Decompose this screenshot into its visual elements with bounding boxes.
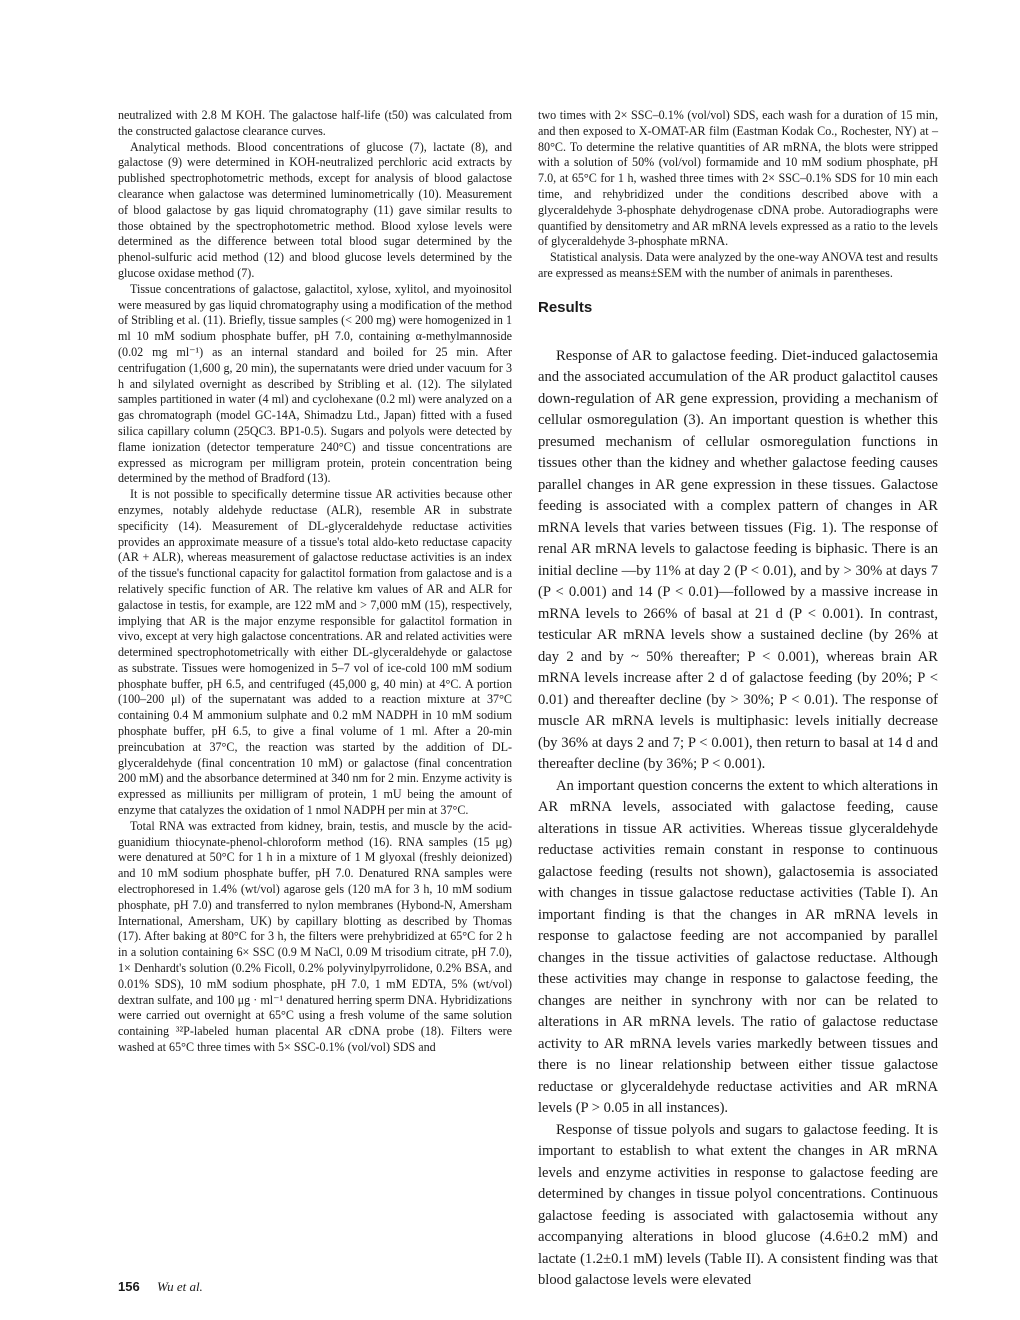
paragraph: Tissue concentrations of galactose, galactitol, xylose, xylitol, and myoinositol were measured by gas liquid chromatography using a modification of the method of Stribling et al. (11). Briefly, tissue samples (< 200 mg) were homogenized in 1 ml 10 mM sodium phosphate buffer, pH 7.0, containing α-methylmannoside (0.02 mg ml⁻¹) as an internal standard and boiled for 25 min. After centrifugation (1,600 g, 20 min), the supernatants were dried under vacuum for 3 h and silylated overnight as described by Stribling et al. (12). The silylated samples partitioned in water (4 ml) and cyclohexane (0.2 ml) were analyzed on a gas chromatograph (model GC-14A, Shimadzu Ltd., Japan) fitted with a fused silica capillary column (25QC3. BP1-0.5). Sugars and polyols were detected by flame ionization (detector temperature 240°C) and tissue concentrations are expressed as microgram per milligram protein, protein concentration being determined by the method of Bradford (13). [118, 281, 512, 486]
results-section [538, 346, 938, 1292]
paragraph: Total RNA was extracted from kidney, brain, testis, and muscle by the acid-guanidium thiocynate-phenol-chloroform method (16). RNA samples (15 μg) were denatured at 50°C for 1 h in a mixture of 1 M glyoxal (freshly deionized) and 10 mM sodium phosphate buffer, pH 7.0. Denatured RNA samples were electrophoresed in 1.4% (wt/vol) agarose gels (120 mA for 3 h, 10 mM sodium phosphate, pH 7.0) and transferred to nylon membranes (Hybond-N, Amersham International, Amersham, UK) by capillary blotting as described by Thomas (17). After baking at 80°C for 3 h, the filters were prehybridized at 65°C for 2 h in a solution containing 6× SSC (0.9 M NaCl, 0.09 M trisodium citrate, pH 7.0), 1× Denhardt's solution (0.2% Ficoll, 0.2% polyvinylpyrrolidone, 0.2% BSA, and 0.01% SDS), 10 mM sodium phosphate, pH 7.0, 1 mM EDTA, 5% (wt/vol) dextran sulfate, and 100 μg · ml⁻¹ denatured herring sperm DNA. Hybridizations were carried out overnight at 65°C using a fresh volume of the same solution containing ³²P-labeled human placental AR cDNA probe (18). Filters were washed at 65°C three times with 5× SSC-0.1% (vol/vol) SDS and [118, 818, 512, 1055]
page-footer [118, 1279, 203, 1295]
paragraph: Response of AR to galactose feeding. Diet-induced galactosemia and the associated accumulation of the AR product galactitol causes down-regulation of AR gene expression, providing a mechanism of cellular osmoregulation (3). An important question is whether this presumed mechanism of cellular osmoregulation functions in tissues other than the kidney and whether galactose feeding causes parallel changes in AR gene expression in these tissues. Galactose feeding is associated with a complex pattern of changes in AR mRNA levels that varies between tissues (Fig. 1). The response of renal AR mRNA levels to galactose feeding is biphasic. There is an initial decline —by 11% at day 2 (P < 0.01), and by > 30% at days 7 (P < 0.001) and 14 (P < 0.01)—followed by a massive increase in mRNA levels to 266% of basal at 21 d (P < 0.001). In contrast, testicular AR mRNA levels show a sustained decline (by 26% at day 2 and by ~ 50% thereafter; P < 0.001), whereas brain AR mRNA levels increase after 2 d of galactose feeding (by 20%; P < 0.01) and thereafter decline (by > 30%; P < 0.01). The response of muscle AR mRNA levels is multiphasic: levels initially decrease (by 36% at days 2 and 7; P < 0.001), then return to basal at 14 d and thereafter decline (by 36%; P < 0.001). [538, 347, 938, 773]
paragraph: Response of tissue polyols and sugars to galactose feeding. It is important to establish to what extent the changes in AR mRNA levels and enzyme activities in response to galactose feeding are determined by changes in tissue polyol concentrations. Continuous galactose feeding is associated with galactosemia without any accompanying alterations in blood glucose (4.6±0.2 mM) and lactate (1.2±0.1 mM) levels (Table II). A consistent finding was that blood galactose levels were elevated [538, 1121, 938, 1289]
paragraph: It is not possible to specifically determine tissue AR activities because other enzymes, notably aldehyde reductase (ALR), resemble AR in substrate specificity (14). Measurement of DL-glyceraldehyde reductase activities provides an approximate measure of a tissue's total aldo-keto reductase capacity (AR + ALR), whereas measurement of galactose reductase activities is an index of the tissue's functional capacity for galactitol formation from galactose and is a relatively specific function of AR. The relative km values of AR and ALR for galactose in testis, for example, are 122 mM and > 7,000 mM (15), respectively, implying that AR is the major enzyme responsible for galactitol formation in vivo, except at very high galactose concentrations. AR and related activities were determined spectrophotometrically with either DL-glyceraldehyde or galactose as substrate. Tissues were homogenized in 5–7 vol of ice-cold 100 mM sodium phosphate buffer, pH 6.5, and centrifuged (45,000 g, 40 min) at 4°C. A portion (100–200 μl) of the supernatant was added to a reaction mixture at 37°C containing 0.4 M ammonium sulphate and 0.2 mM NADPH in 10 mM sodium phosphate buffer, pH 6.5, to give a final volume of 1 ml. After a 20-min preincubation at 37°C, the reaction was started by the addition of DL-glyceraldehyde (final concentration 10 mM) or galactose (final concentration 200 mM) and the absorbance determined at 340 nm for 2 min. Enzyme activity is expressed as milliunits per milligram of protein, 1 mU being the amount of enzyme that catalyzes the oxidation of 1 nmol NADPH per min at 37°C. [118, 487, 512, 818]
section-heading: Results [538, 298, 593, 316]
page-number: 156 [118, 1279, 140, 1294]
paragraph: An important question concerns the extent to which alterations in AR mRNA levels, associated with galactose feeding, cause alterations in tissue AR activities. Whereas tissue glyceraldehyde reductase activities remain constant in response to continuous galactose feeding (results not shown), galactosemia is associated with changes in tissue galactose reductase activities (Table I). An important finding is that the changes in AR mRNA levels in response to galactose feeding are not accompanied by parallel changes in the tissue activities of galactose reductase. Although these activities may change in response to galactose feeding, the changes are neither in synchrony with nor can be related to alterations in AR mRNA levels. The ratio of galactose reductase activity to AR mRNA levels varies markedly between tissues and there is no linear relationship between either tissue galactose reductase or glyceraldehyde reductase activities and AR mRNA levels (P > 0.05 in all instances). [538, 777, 938, 1117]
paragraph: Statistical analysis. Data were analyzed by the one-way ANOVA test and results are expressed as means±SEM with the number of animals in parentheses. [538, 250, 938, 280]
running-author: Wu et al. [156, 1279, 203, 1294]
left-text-column [118, 108, 512, 1056]
paragraph: Analytical methods. Blood concentrations of glucose (7), lactate (8), and galactose (9) were determined in KOH-neutralized perchloric acid extracts by published spectrophotometric methods, except for analysis of blood galactose clearance when galactose was determined luminometrically (10). Measurement of blood galactose by gas liquid chromatography (11) gave similar results to those obtained by the spectrophotometric method. Blood xylose levels were determined as the difference between total blood sugar determined by the phenol-sulfuric acid method (12) and blood glucose levels determined by the glucose oxidase method (7). [118, 139, 512, 280]
paragraph: neutralized with 2.8 M KOH. The galactose half-life (t50) was calculated from the constructed galactose clearance curves. [118, 108, 512, 138]
right-text-column [538, 108, 938, 1292]
paragraph: two times with 2× SSC–0.1% (vol/vol) SDS, each wash for a duration of 15 min, and then exposed to X-OMAT-AR film (Eastman Kodak Co., Rochester, NY) at –80°C. To determine the relative quantities of AR mRNA, the blots were stripped with a solution of 50% (vol/vol) formamide and 10 mM sodium phosphate, pH 7.0, at 65°C for 1 h, washed three times with 2× SSC–0.1% SDS for 10 min each time, and rehybridized under the conditions described above with a glyceraldehyde 3-phosphate dehydrogenase cDNA probe. Autoradiographs were quantified by densitometry and AR mRNA levels expressed as a ratio to the levels of glyceraldehyde 3-phosphate mRNA. [538, 108, 938, 249]
